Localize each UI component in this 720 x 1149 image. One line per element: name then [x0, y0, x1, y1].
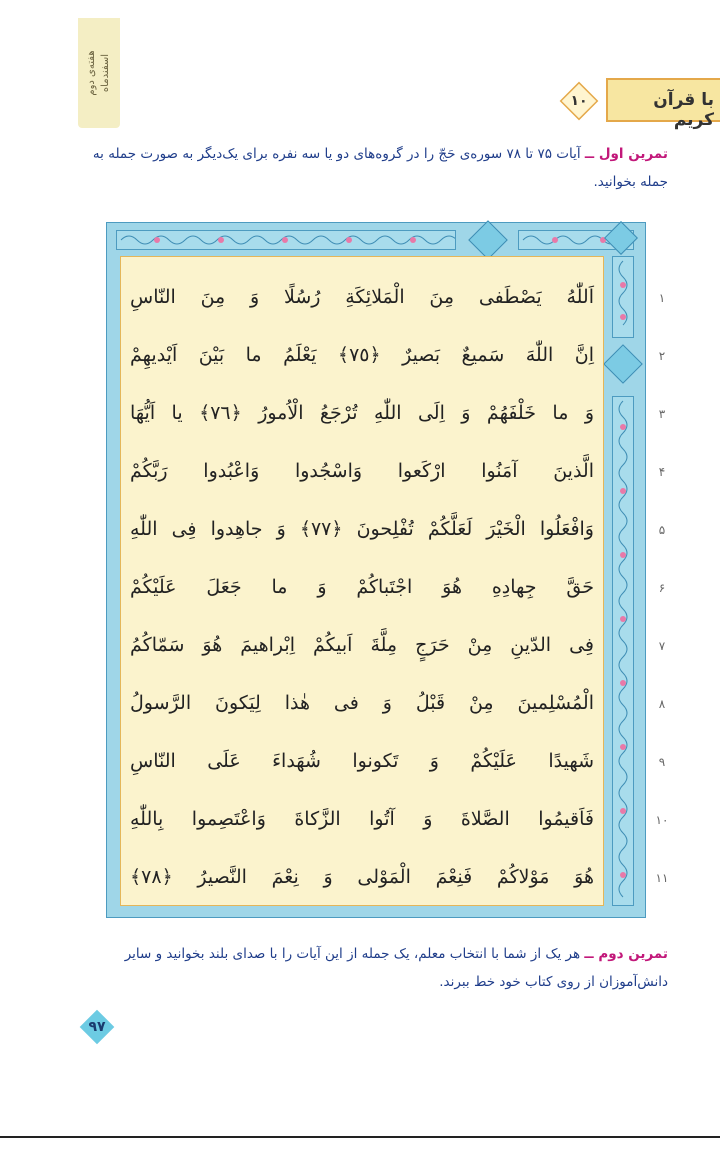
line-number: ۱	[658, 291, 666, 305]
line-number: ۴	[658, 465, 666, 479]
lesson-number: ۱۰	[570, 93, 588, 109]
floral-pattern-upper-side	[613, 257, 633, 337]
verse-line: اِنَّ اللّٰهَ سَمیعٌ بَصیرٌ ﴿٧٥﴾ یَعْلَمُ ما بَیْنَ اَیْدیهِمْ	[130, 344, 594, 366]
section-header	[606, 78, 720, 130]
line-number: ۸	[658, 697, 666, 711]
line-number: ۱۰	[655, 813, 669, 827]
upper-side-ornament-strip	[612, 256, 634, 338]
line-number: ۶	[658, 581, 666, 595]
verse-line: وَافْعَلُوا الْخَیْرَ لَعَلَّکُمْ تُفْلِحونَ ﴿٧٧﴾ وَ جاهِدوا فِی اللّٰهِ	[130, 518, 594, 540]
exercise-two-text: هر یک از شما با انتخاب معلم، یک جمله از این آیات را با صدای بلند بخوانید و سایر دانش‌آموزان از روی کتاب خود خط ببرند.	[124, 946, 668, 990]
verse-line: حَقَّ جِهادِهِ هُوَ اجْتَباکُمْ وَ ما جَعَلَ عَلَیْکُمْ	[130, 576, 594, 598]
lesson-number-badge	[560, 82, 598, 120]
verse-line: هُوَ مَوْلاکُمْ فَنِعْمَ الْمَوْلى وَ نِعْمَ النَّصیرُ ﴿٧٨﴾	[130, 866, 594, 888]
month-label: اسفندماه	[100, 53, 111, 93]
line-numbers	[654, 286, 670, 924]
page-number-badge	[80, 1010, 114, 1044]
exercise-one	[78, 140, 668, 196]
verse-line: شَهیدًا عَلَیْکُمْ وَ تَکونوا شُهَداءَ عَلَى النّاسِ	[130, 750, 594, 772]
exercise-two-title: تمرین دوم ــ	[584, 946, 668, 962]
week-tab	[78, 18, 120, 128]
verse-line: فَاَقیمُوا الصَّلاةَ وَ آتُوا الزَّکاةَ وَاعْتَصِموا بِاللّٰهِ	[130, 808, 594, 830]
line-number: ۷	[658, 639, 666, 653]
line-number: ۹	[658, 755, 666, 769]
line-number: ۵	[658, 523, 666, 537]
verses-block	[130, 276, 594, 914]
verse-line: الَّذینَ آمَنُوا ارْکَعوا وَاسْجُدوا وَاعْبُدوا رَبَّکُمْ	[130, 460, 594, 482]
exercise-two	[58, 940, 668, 996]
top-ornament-strip	[116, 230, 456, 250]
side-ornament-strip	[612, 396, 634, 906]
exercise-one-title: تمرین اول ــ	[584, 146, 668, 162]
week-label: هفته‌ی دوم	[86, 50, 97, 96]
page-number: ۹۷	[88, 1019, 106, 1035]
verse-line: فِی الدّینِ مِنْ حَرَجٍ مِلَّةَ اَبیکُمْ اِبْراهیمَ هُوَ سَمّاکُمُ	[130, 634, 594, 656]
floral-pattern-top	[117, 231, 455, 249]
verse-line: اَللّٰهُ یَصْطَفی مِنَ الْمَلائِکَةِ رُسُلًا وَ مِنَ النّاسِ	[130, 286, 594, 308]
floral-pattern-side	[613, 397, 633, 905]
exercise-one-text: آیات ۷۵ تا ۷۸ سوره‌ی حَجّ را در گروه‌های دو یا سه نفره برای یک‌دیگر به صورت جمله به جمله بخوانید.	[92, 146, 668, 190]
verse-line: الْمُسْلِمینَ مِنْ قَبْلُ وَ فی هٰذا لِیَکونَ الرَّسولُ	[130, 692, 594, 714]
section-title: با قرآن کریم	[653, 90, 714, 130]
bottom-divider	[0, 1136, 720, 1138]
week-tab-text	[85, 50, 113, 95]
verse-line: وَ ما خَلْفَهُمْ وَ اِلَى اللّٰهِ تُرْجَعُ الْاُمورُ ﴿٧٦﴾ یا اَیُّهَا	[130, 402, 594, 424]
line-number: ۱۱	[655, 871, 669, 885]
line-number: ۳	[658, 407, 666, 421]
line-number: ۲	[658, 349, 666, 363]
